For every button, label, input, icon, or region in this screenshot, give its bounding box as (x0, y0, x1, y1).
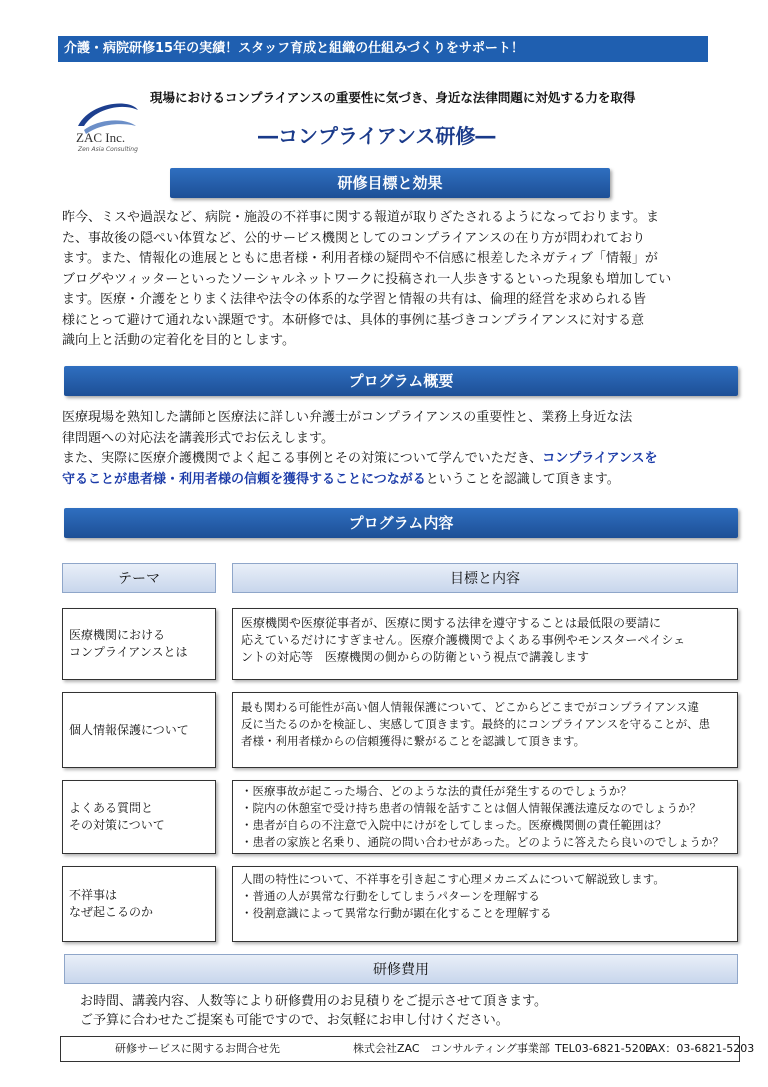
content-cell (232, 692, 738, 768)
contact-tel: TEL03-6821-5202 (555, 1042, 653, 1055)
theme-cell (62, 608, 216, 680)
content-line: ントの対応等 医療機関の側からの防衛という視点で講義します (241, 650, 590, 664)
theme-line: 個人情報保護について (69, 722, 189, 737)
fee-line: ご予算に合わせたご提案も可能ですので、お気軽にお申し付けください。 (80, 1013, 509, 1028)
overview-line (62, 470, 722, 491)
page-title: ―コンプライアンス研修― (258, 124, 496, 148)
content-line: ・医療事故が起こった場合、どのような法的責任が発生するのでしょうか？ (241, 784, 632, 798)
overview-text (62, 408, 722, 490)
content-line: 人間の特性について、不祥事を引き起こす心理メカニズムについて解説致します。 (241, 872, 665, 886)
theme-cell (62, 866, 216, 942)
content-line: 応えているだけにすぎません。医療介護機関でよくある事例やモンスターペイシェ (241, 633, 686, 647)
overview-plain: ということを認識して頂きます。 (425, 471, 620, 487)
overview-highlight: コンプライアンスを (542, 451, 658, 466)
overview-highlight: 守ることが患者様・利用者様の信頼を獲得することにつながる (62, 471, 426, 487)
contact-fax: FAX：03-6821-5203 (645, 1042, 755, 1055)
content-line: ・患者の家族と名乗り、通院の問い合わせがあった。どのように答えたら良いのでしょうか？ (241, 835, 724, 849)
column-header-theme: テーマ (62, 563, 216, 593)
zac-logo (70, 96, 190, 156)
content-cell (232, 780, 738, 854)
content-line: 者様・利用者様からの信頼獲得に繋がることを認識して頂きます。 (241, 734, 586, 748)
content-line: ・役割意識によって異常な行動が顕在化することを理解する (241, 906, 552, 920)
content-cell (232, 866, 738, 942)
fee-heading: 研修費用 (64, 954, 738, 984)
content-line: ・患者が自らの不注意で入院中にけがをしてしまった。医療機関側の責任範囲は？ (241, 818, 667, 832)
goals-line: た、事故後の隠ぺい体質など、公的サービス機関としてのコンプライアンスの在り方が問われており (62, 230, 646, 246)
content-heading: プログラム内容 (64, 508, 738, 538)
overview-line: 律問題への対応法を講義形式でお伝えします。 (62, 430, 334, 446)
goals-line: ます。医療・介護をとりまく法律や法令の体系的な学習と情報の共有は、倫理的経営を求められる皆 (62, 292, 646, 307)
contact-box (60, 1036, 755, 1062)
content-cell (232, 608, 738, 680)
theme-line: 不祥事は (69, 888, 118, 902)
theme-line: よくある質問と (69, 801, 154, 815)
theme-line: 医療機関における (69, 628, 166, 642)
column-header-goal: 目標と内容 (232, 563, 738, 593)
goals-line: 識向上と活動の定着化を目的とします。 (62, 333, 295, 348)
content-line: 最も関わる可能性が高い個人情報保護について、どこからどこまでがコンプライアンス違 (241, 700, 700, 714)
goals-line: 様にとって避けて通れない課題です。本研修では、具体的事例に基づきコンプライアンスに対する意 (62, 312, 645, 328)
goals-line: ブログやツィッターといったソーシャルネットワークに投稿され一人歩きするといった現象も増加してい (62, 271, 672, 287)
logo-name: ZAC Inc. (76, 130, 126, 145)
overview-line: 医療現場を熟知した講師と医療法に詳しい弁護士がコンプライアンスの重要性と、業務上身近な法 (62, 410, 633, 425)
theme-line: コンプライアンスとは (69, 645, 188, 659)
fee-line: お時間、講義内容、人数等により研修費用のお見積りをご提示させて頂きます。 (80, 994, 547, 1009)
goals-line: 昨今、ミスや過誤など、病院・施設の不祥事に関する報道が取りざたされるようになっております。ま (62, 210, 659, 225)
subtitle: 現場におけるコンプライアンスの重要性に気づき、身近な法律問題に対処する力を取得 (150, 90, 636, 105)
content-line: ・院内の休憩室で受け持ち患者の情報を話すことは個人情報保護法違反なのでしょうか？ (241, 801, 701, 815)
content-line: 医療機関や医療従事者が、医療に関する法律を遵守することは最低限の要請に (241, 616, 662, 630)
theme-cell (62, 780, 216, 854)
goals-line: ます。また、情報化の進展とともに患者様・利用者様の疑問や不信感に根差したネガティブ「情報」が (62, 251, 658, 266)
theme-line: その対策について (69, 818, 165, 832)
theme-cell (62, 692, 216, 768)
logo-tagline: Zen Asia Consulting (78, 146, 138, 153)
overview-heading: プログラム概要 (64, 366, 738, 396)
content-line: ・普通の人が異常な行動をしてしまうパターンを理解する (241, 889, 540, 903)
contact-label: 研修サービスに関するお問合せ先 (115, 1042, 280, 1055)
overview-line (62, 449, 722, 470)
overview-plain: また、実際に医療介護機関でよく起こる事例とその対策について学んでいただき、 (62, 451, 543, 466)
content-line: 反に当たるのかを検証し、実感して頂きます。最終的にコンプライアンスを守ることが、患 (241, 717, 711, 731)
theme-line: なぜ起こるのか (69, 905, 154, 919)
goals-heading: 研修目標と効果 (170, 168, 610, 198)
top-banner: 介護・病院研修15年の実績！スタッフ育成と組織の仕組みづくりをサポート！ (58, 36, 708, 62)
goals-text (62, 208, 722, 352)
fee-text (80, 992, 547, 1030)
contact-company: 株式会社ZAC コンサルティング事業部 (353, 1042, 550, 1055)
